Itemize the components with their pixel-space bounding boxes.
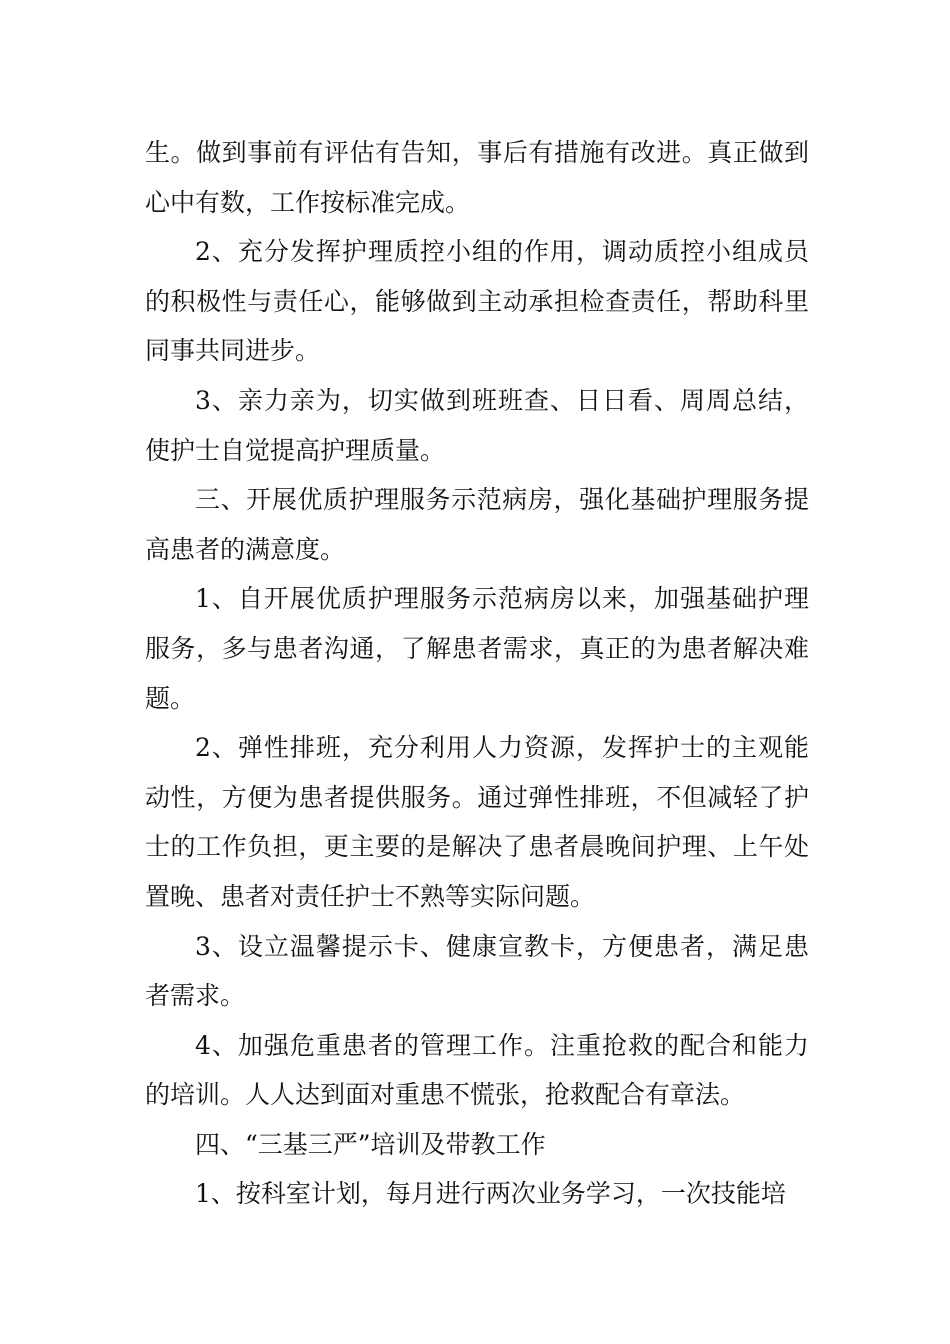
paragraph-personal-supervision: 3、亲力亲为，切实做到班班查、日日看、周周总结，使护士自觉提高护理质量。 (145, 385, 809, 465)
paragraph-flexible-scheduling: 2、弹性排班，充分利用人力资源，发挥护士的主观能动性，方便为患者提供服务。通过弹性排班，不但减轻了护士的工作负担，更主要的是解决了患者晨晚间护理、上午处置晚、患者对责任护士不熟等实际问题。 (145, 733, 809, 911)
paragraph-continuation: 生。做到事前有评估有告知，事后有措施有改进。真正做到心中有数，工作按标准完成。 (145, 138, 809, 217)
paragraph-monthly-study: 1、按科室计划，每月进行两次业务学习，一次技能培 (195, 1179, 786, 1209)
section-heading-quality-nursing: 三、开展优质护理服务示范病房，强化基础护理服务提高患者的满意度。 (145, 485, 809, 564)
paragraph-reminder-cards: 3、设立温馨提示卡、健康宣教卡，方便患者，满足患者需求。 (145, 931, 809, 1011)
paragraph-critical-patients: 4、加强危重患者的管理工作。注重抢救的配合和能力的培训。人人达到面对重患不慌张，抢救配合有章法。 (145, 1030, 809, 1110)
paragraph-basic-nursing: 1、自开展优质护理服务示范病房以来，加强基础护理服务，多与患者沟通，了解患者需求，真正的为患者解决难题。 (145, 584, 809, 713)
document-body (145, 128, 809, 1219)
paragraph-quality-control-group: 2、充分发挥护理质控小组的作用，调动质控小组成员的积极性与责任心，能够做到主动承担检查责任，帮助科里同事共同进步。 (145, 237, 809, 366)
section-heading-training: 四、“三基三严”培训及带教工作 (195, 1129, 546, 1159)
